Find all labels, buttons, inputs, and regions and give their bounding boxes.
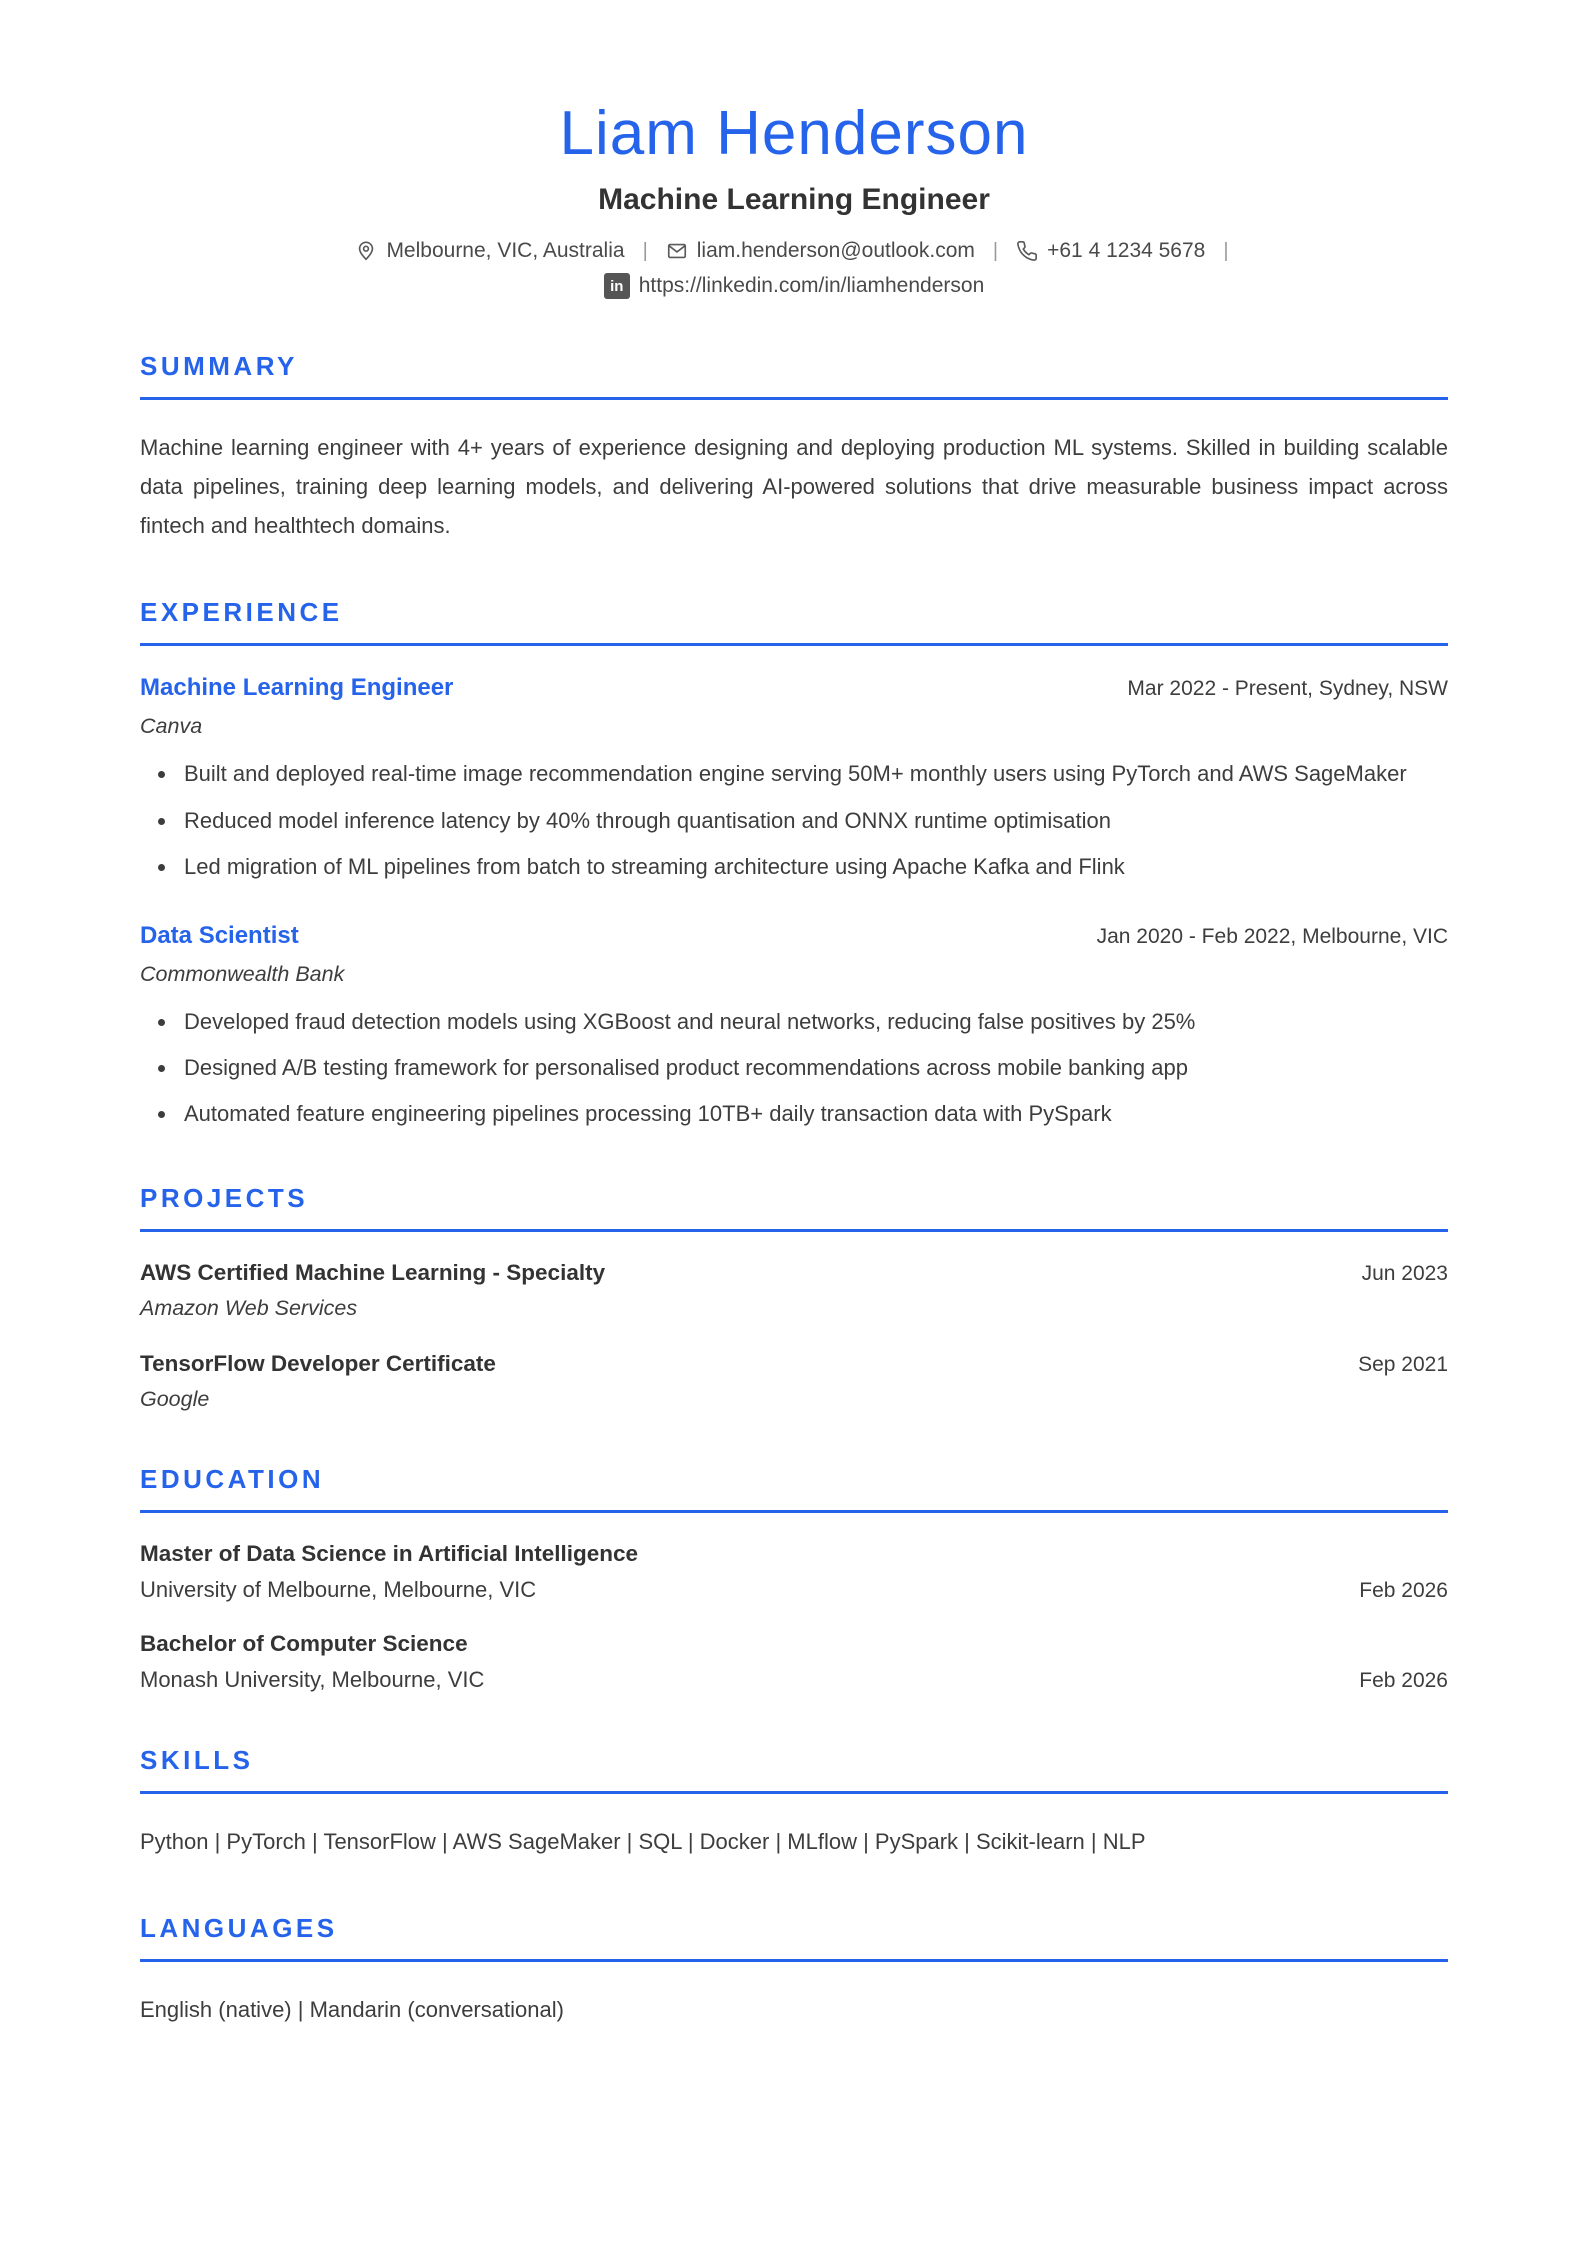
project-header-row xyxy=(140,1260,1448,1286)
contact-email xyxy=(666,239,975,263)
summary-text: Machine learning engineer with 4+ years of experience designing and deploying production ML systems. Skilled in building scalable data pipelines, training deep learning models, and delivering AI-powered solutions that drive measurable business impact across fintech and healthtech domains. xyxy=(140,435,1448,539)
envelope-icon xyxy=(666,240,688,262)
languages-text: English (native) | Mandarin (conversational) xyxy=(140,1997,564,2023)
job-entry xyxy=(140,674,1448,883)
contact-separator: | xyxy=(1223,239,1229,262)
section-skills xyxy=(140,1745,1448,1861)
candidate-name: Liam Henderson xyxy=(559,99,1029,168)
section-divider xyxy=(140,1229,1448,1232)
school-name: Monash University, Melbourne, VIC xyxy=(140,1667,485,1693)
project-date: Jun 2023 xyxy=(1361,1262,1448,1286)
job-title: Data Scientist xyxy=(140,921,299,949)
job-entry xyxy=(140,922,1448,1131)
job-company: Canva xyxy=(140,714,203,739)
project-date: Sep 2021 xyxy=(1358,1353,1448,1377)
skills-text: Python | PyTorch | TensorFlow | AWS SageMaker | SQL | Docker | MLflow | PySpark | Scikit-learn | NLP xyxy=(140,1829,1146,1855)
section-divider xyxy=(140,397,1448,400)
summary-heading: SUMMARY xyxy=(140,351,298,381)
contact-phone-text: +61 4 1234 5678 xyxy=(1047,239,1206,262)
project-title: AWS Certified Machine Learning - Specialty xyxy=(140,1260,606,1286)
job-bullet: • Built and deployed real-time image recommendation engine serving 50M+ monthly users using PyTorch and AWS SageMaker xyxy=(178,757,1448,791)
job-header-row xyxy=(140,922,1448,950)
contact-separator: | xyxy=(992,239,999,262)
location-pin-icon xyxy=(355,240,377,262)
contact-location-text: Melbourne, VIC, Australia xyxy=(386,239,625,262)
education-detail-row xyxy=(140,1577,1448,1603)
section-divider xyxy=(140,1791,1448,1794)
job-title: Machine Learning Engineer xyxy=(140,674,454,702)
section-divider xyxy=(140,1959,1448,1962)
project-entry xyxy=(140,1351,1448,1412)
project-entry xyxy=(140,1260,1448,1321)
job-bullet: • Reduced model inference latency by 40% through quantisation and ONNX runtime optimisation xyxy=(178,804,1448,838)
degree-title: Master of Data Science in Artificial Intelligence xyxy=(140,1541,639,1567)
job-header-row xyxy=(140,674,1448,702)
project-subtitle: Amazon Web Services xyxy=(140,1296,358,1321)
job-bullet-list xyxy=(140,1005,1448,1131)
contact-linkedin xyxy=(604,273,985,299)
job-bullet: • Developed fraud detection models using XGBoost and neural networks, reducing false positives by 25% xyxy=(178,1005,1448,1039)
phone-icon xyxy=(1016,240,1038,262)
job-bullet-list xyxy=(140,757,1448,883)
section-languages xyxy=(140,1913,1448,2029)
section-divider xyxy=(140,1510,1448,1513)
section-divider xyxy=(140,643,1448,646)
contact-email-text: liam.henderson@outlook.com xyxy=(696,239,975,262)
section-education xyxy=(140,1464,1448,1693)
section-experience xyxy=(140,597,1448,1131)
degree-title: Bachelor of Computer Science xyxy=(140,1631,468,1657)
languages-heading: LANGUAGES xyxy=(140,1913,338,1944)
job-date: Jan 2020 - Feb 2022, Melbourne, VIC xyxy=(1096,924,1448,948)
job-bullet: • Designed A/B testing framework for personalised product recommendations across mobile banking app xyxy=(178,1051,1448,1085)
education-entry xyxy=(140,1631,1448,1693)
job-bullet: • Led migration of ML pipelines from batch to streaming architecture using Apache Kafka and Flink xyxy=(178,850,1448,884)
job-bullet: • Automated feature engineering pipelines processing 10TB+ daily transaction data with PySpark xyxy=(178,1097,1448,1131)
section-summary xyxy=(140,351,1448,545)
linkedin-icon: in xyxy=(604,273,630,299)
skills-heading: SKILLS xyxy=(140,1745,254,1776)
project-subtitle: Google xyxy=(140,1387,210,1412)
education-detail-row xyxy=(140,1667,1448,1693)
candidate-title: Machine Learning Engineer xyxy=(598,183,990,216)
school-name: University of Melbourne, Melbourne, VIC xyxy=(140,1577,537,1603)
job-date: Mar 2022 - Present, Sydney, NSW xyxy=(1127,677,1448,701)
education-entry xyxy=(140,1541,1448,1603)
contact-location xyxy=(355,239,624,263)
project-header-row xyxy=(140,1351,1448,1377)
section-projects xyxy=(140,1183,1448,1412)
contact-line-primary xyxy=(140,239,1448,263)
contact-separator: | xyxy=(642,239,648,262)
contact-phone xyxy=(1016,239,1205,263)
job-company: Commonwealth Bank xyxy=(140,961,345,986)
projects-heading: PROJECTS xyxy=(140,1183,309,1214)
education-date: Feb 2026 xyxy=(1359,1669,1448,1693)
experience-heading: EXPERIENCE xyxy=(140,597,343,628)
contact-linkedin-text: https://linkedin.com/in/liamhenderson xyxy=(638,274,985,297)
project-title: TensorFlow Developer Certificate xyxy=(140,1351,496,1377)
education-heading: EDUCATION xyxy=(140,1464,325,1495)
resume-header xyxy=(140,98,1448,299)
contact-line-secondary xyxy=(140,273,1448,299)
education-date: Feb 2026 xyxy=(1359,1579,1448,1603)
